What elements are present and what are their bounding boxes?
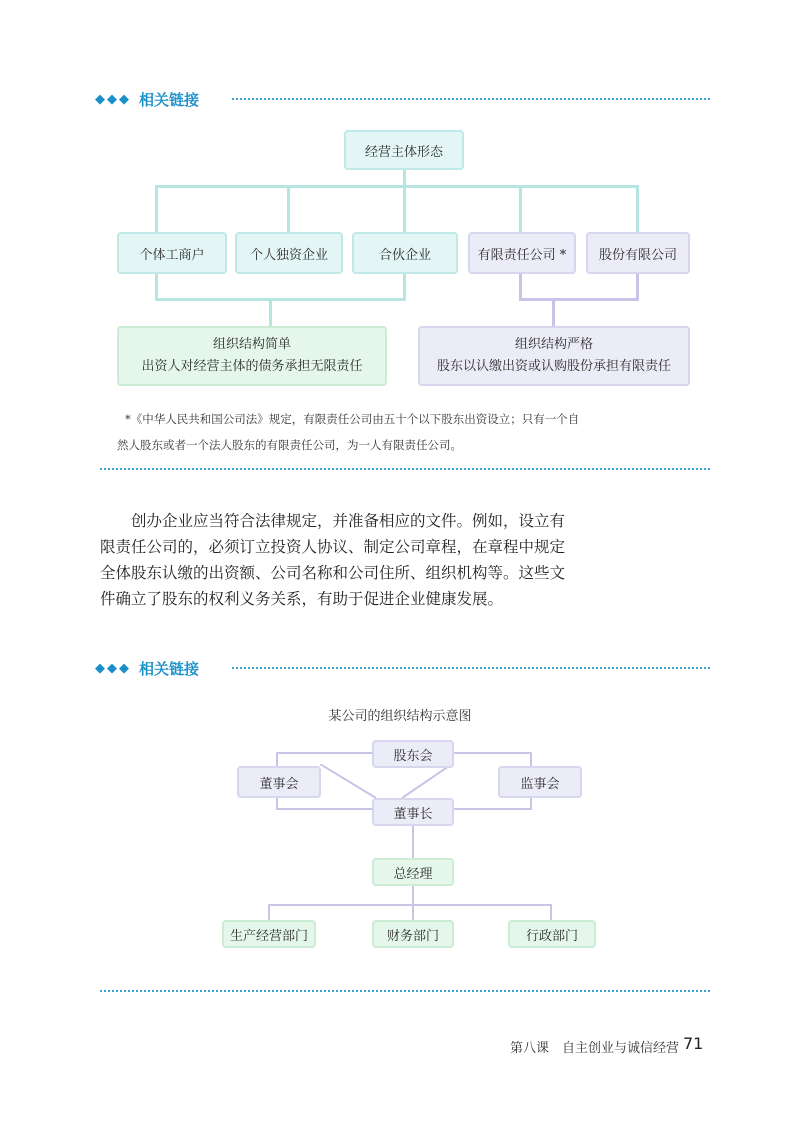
group-left-line2: 出资人对经营主体的债务承担无限责任 [141, 359, 363, 374]
section2-header [95, 657, 199, 679]
section1-dotted-rule [232, 98, 710, 100]
section2-dotted-rule [232, 667, 710, 669]
section1-end-rule [100, 468, 710, 470]
diamond-icon: ◆◆◆ [95, 660, 131, 676]
type-individual-business: 个体工商户 [117, 232, 227, 274]
connector [155, 298, 406, 301]
connector [155, 185, 639, 188]
node-board: 董事会 [237, 766, 321, 798]
connector [412, 826, 414, 858]
node-chairman: 董事长 [372, 798, 454, 826]
connector [636, 274, 639, 300]
node-dept-production: 生产经营部门 [222, 920, 316, 948]
root-node: 经营主体形态 [344, 130, 464, 170]
type-sole-proprietorship: 个人独资企业 [235, 232, 343, 274]
page-number: 71 [683, 1034, 704, 1053]
node-dept-admin: 行政部门 [508, 920, 596, 948]
node-supervisors: 监事会 [498, 766, 582, 798]
type-llc: 有限责任公司 * [468, 232, 576, 274]
section2-end-rule [100, 990, 710, 992]
footnote [117, 406, 707, 458]
connector [403, 274, 406, 300]
connector [276, 808, 374, 810]
section1-title: 相关链接 [139, 90, 200, 109]
connector [550, 904, 552, 920]
connector [636, 185, 639, 232]
diagonal-connectors [320, 764, 490, 800]
footer-chapter-label: 第八课 自主创业与诚信经营 [510, 1041, 680, 1056]
type-partnership: 合伙企业 [352, 232, 458, 274]
node-dept-finance: 财务部门 [372, 920, 454, 948]
footnote-line1: *《中华人民共和国公司法》规定，有限责任公司由五十个以下股东出资设立；只有一个自 [125, 412, 580, 426]
connector [452, 808, 532, 810]
connector [268, 904, 270, 920]
connector [519, 274, 522, 300]
org-chart-title: 某公司的组织结构示意图 [328, 709, 472, 724]
connector [403, 185, 406, 232]
diamond-icon: ◆◆◆ [95, 91, 131, 107]
connector [412, 904, 414, 920]
connector [452, 752, 532, 754]
node-general-manager: 总经理 [372, 858, 454, 886]
connector [412, 884, 414, 906]
connector [287, 185, 290, 232]
section2-title: 相关链接 [139, 659, 200, 678]
connector [268, 904, 552, 906]
connector [403, 168, 406, 186]
body-paragraph: 创办企业应当符合法律规定，并准备相应的文件。例如，设立有限责任公司的，必须订立投资人协议、制定公司章程，在章程中规定全体股东认缴的出资额、公司名称和公司住所、组织机构等。这些文件确立了股东的权利义务关系，有助于促进企业健康发展。 [100, 512, 566, 608]
group-unlimited-liability [117, 326, 387, 386]
connector [269, 298, 272, 326]
node-shareholders: 股东会 [372, 740, 454, 768]
group-right-line1: 组织结构严格 [514, 337, 593, 352]
footnote-line2: 然人股东或者一个法人股东的有限责任公司，为一人有限责任公司。 [117, 438, 462, 452]
connector [519, 298, 639, 301]
group-right-line2: 股东以认缴出资或认购股份承担有限责任 [436, 359, 671, 374]
connector [155, 185, 158, 232]
connector [552, 298, 555, 326]
section1-header [95, 88, 199, 110]
connector [155, 274, 158, 300]
group-left-line1: 组织结构简单 [212, 337, 291, 352]
group-limited-liability [418, 326, 690, 386]
type-joint-stock: 股份有限公司 [586, 232, 690, 274]
connector [276, 752, 374, 754]
connector [519, 185, 522, 232]
